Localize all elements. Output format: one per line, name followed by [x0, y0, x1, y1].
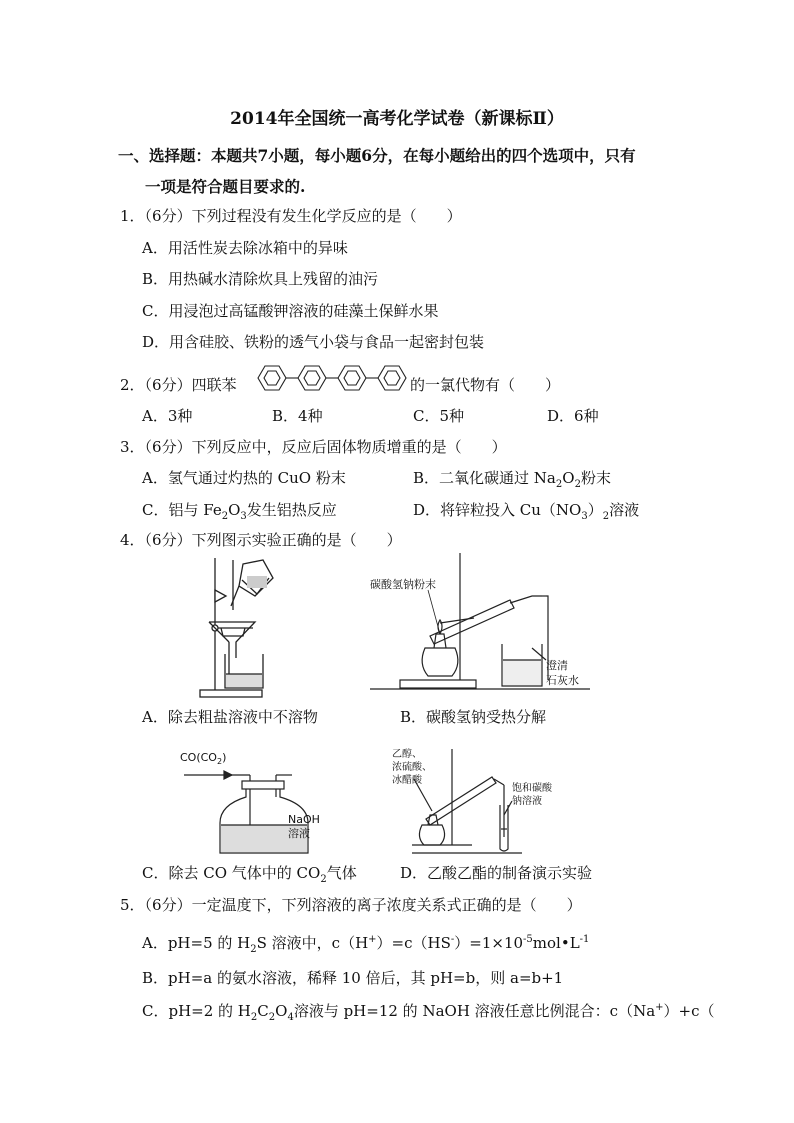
q5-c-part: 溶液与 pH=12 的 NaOH 溶液任意比例混合：c（Na [293, 1002, 656, 1020]
q3-c-sub2: 3 [240, 511, 247, 522]
q3-c-text: C．铝与 Fe [142, 501, 222, 519]
figD-label-2: 浓硫酸、 [392, 762, 432, 773]
q3-c-post: 发生铝热反应 [246, 501, 337, 519]
q5-c-sup: + [655, 1002, 664, 1013]
q4-option-c [142, 862, 357, 883]
q5-a-part: ）=c（HS [376, 934, 451, 952]
q5-c-sub: 2 [268, 1012, 276, 1023]
q5-c-part: C．pH=2 的 H [142, 1002, 251, 1020]
figD-label-4: 饱和碳酸 [512, 783, 552, 794]
figB-label-limewater-1: 澄清 [546, 659, 568, 672]
q3-c-mid: O [228, 501, 241, 519]
figure-thermal-decomposition-apparatus [370, 548, 590, 693]
q4-option-b: B．碳酸氢钠受热分解 [400, 708, 547, 726]
q4-option-d: D．乙酸乙酯的制备演示实验 [400, 864, 593, 882]
q1-option-b: B．用热碱水清除炊具上残留的油污 [142, 270, 379, 288]
q4-stem: 4．（6分）下列图示实验正确的是（ ） [120, 531, 402, 549]
q3-b-sub2: 2 [574, 479, 581, 490]
q3-option-c [142, 499, 337, 520]
q5-c-part: O [275, 1002, 288, 1020]
q3-option-a [142, 467, 346, 488]
q3-d-post: 溶液 [609, 501, 640, 519]
figC-label-solution: 溶液 [288, 827, 310, 840]
q5-a-sup: + [368, 934, 377, 945]
q3-d-sub1: 3 [581, 511, 588, 522]
q5-a-sup: - [450, 934, 455, 945]
q2-stem-suffix: 的一氯代物有（ ） [410, 376, 561, 394]
q2-option-a: A．3种 [142, 407, 193, 425]
q1-option-a: A．用活性炭去除冰箱中的异味 [142, 239, 348, 257]
figB-label-limewater-2: 石灰水 [546, 674, 579, 687]
q5-a-part: ）=1×10 [454, 934, 524, 952]
q5-c-sub: 4 [287, 1012, 294, 1023]
q5-a-part: mol•L [532, 934, 580, 952]
q2-stem-prefix: 2．（6分）四联苯 [120, 376, 237, 394]
q5-a-sup: -1 [579, 934, 590, 945]
q5-option-a [142, 932, 589, 953]
q3-option-d [413, 499, 639, 520]
q5-a-part: S 溶液中，c（H [256, 934, 369, 952]
q3-b-sub1: 2 [555, 479, 563, 490]
q3-a-text: A．氢气通过灼热的 [142, 469, 273, 487]
figure-ester-preparation-apparatus [392, 745, 572, 857]
q3-d-sub2: 2 [602, 511, 610, 522]
q3-d-text: D．将锌粒投入 Cu（NO [413, 501, 582, 519]
q1-stem: 1．（6分）下列过程没有发生化学反应的是（ ） [120, 207, 462, 225]
q3-a-formula: CuO 粉末 [277, 469, 346, 487]
q5-a-sub: 2 [250, 944, 257, 955]
q5-c-part: C [257, 1002, 269, 1020]
q5-c-sub: 2 [250, 1012, 258, 1023]
q5-option-c [142, 1000, 715, 1021]
q1-option-d: D．用含硅胶、铁粉的透气小袋与食品一起密封包装 [142, 333, 485, 351]
q1-option-c: C．用浸泡过高锰酸钾溶液的硅藻土保鲜水果 [142, 302, 439, 320]
q3-d-mid: ） [587, 501, 603, 519]
q2-option-d: D．6种 [547, 407, 599, 425]
q3-option-b [413, 467, 611, 488]
page-title: 2014年全国统一高考化学试卷（新课标Ⅱ） [230, 109, 564, 129]
figD-label-5: 钠溶液 [512, 796, 542, 807]
q5-a-sup: -5 [523, 934, 533, 945]
q3-b-post: 粉末 [580, 469, 611, 487]
q5-c-part: ）+c（ [663, 1002, 715, 1020]
section-heading-line1: 一、选择题：本题共7小题，每小题6分，在每小题给出的四个选项中，只有 [118, 146, 636, 165]
figC-label-gas: $CO(CO_2)$ [180, 751, 227, 766]
q3-c-sub1: 2 [221, 511, 229, 522]
figure-filtration-apparatus [195, 550, 305, 702]
quaterphenyl-structure [254, 362, 412, 394]
q4-c-text: C．除去 CO 气体中的 CO [142, 864, 321, 882]
q5-option-b: B．pH=a 的氨水溶液，稀释 10 倍后，其 pH=b，则 a=b+1 [142, 969, 564, 987]
q4-c-post: 气体 [326, 864, 357, 882]
figure-gas-washing-bottle [180, 745, 330, 857]
q3-stem: 3．（6分）下列反应中，反应后固体物质增重的是（ ） [120, 438, 507, 456]
figD-label-1: 乙醇、 [392, 749, 422, 760]
q3-b-text: B．二氧化碳通过 Na [413, 469, 556, 487]
figD-label-3: 冰醋酸 [392, 775, 422, 786]
q3-b-mid: O [562, 469, 575, 487]
q5-a-part: A．pH=5 的 H [142, 934, 251, 952]
figB-label-powder: 碳酸氢钠粉末 [370, 578, 436, 591]
q4-option-a: A．除去粗盐溶液中不溶物 [142, 708, 318, 726]
q2-option-b: B．4种 [272, 407, 323, 425]
figC-label-naoh: NaOH [288, 813, 320, 826]
q4-c-sub: 2 [320, 874, 327, 885]
q2-option-c: C．5种 [413, 407, 465, 425]
section-heading-line2: 一项是符合题目要求的. [145, 177, 306, 196]
q5-stem: 5．（6分）一定温度下，下列溶液的离子浓度关系式正确的是（ ） [120, 896, 582, 914]
